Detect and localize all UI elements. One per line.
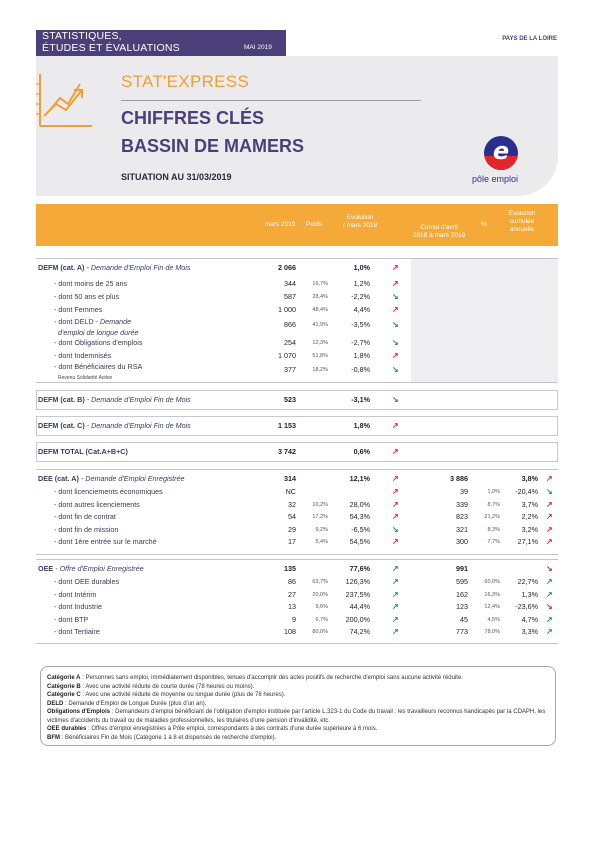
glossary-item — [47, 708, 549, 725]
glossary-item — [47, 725, 549, 734]
table-row — [0, 291, 595, 303]
divider — [36, 554, 558, 555]
glossary-term: DELD — [47, 700, 64, 707]
glossary-text: : Demandeurs d'emploi bénéficiant de l'obligation d'emploi instituée par l'article L.323-1 du Code du travail : les travailleurs reconnus handicapés par la CDAPH, les victimes d'accidents du travail ou de maladies professionnelles, les titulaires d'une pension d'invalidité, etc. — [47, 709, 546, 724]
table-row — [0, 524, 595, 536]
glossary-item — [47, 674, 549, 683]
arrow-up-right-icon: ↗ — [392, 537, 399, 546]
row-evolution: 54,5% — [349, 537, 370, 546]
glossary-text: : Offres d'emploi enregistrées à Pôle emploi, correspondants à des contrats d'une durée supérieure à 6 mois. — [86, 726, 378, 732]
row-weight: 6,7% — [315, 616, 328, 623]
glossary-term: Catégorie A — [47, 675, 81, 681]
table-row — [0, 486, 595, 498]
row-value: 13 — [288, 602, 296, 611]
divider — [36, 258, 558, 259]
row-cumul-weight: 78,0% — [484, 629, 500, 635]
row-weight: 51,8% — [312, 353, 328, 359]
row-cumul-weight: 1,0% — [487, 489, 500, 495]
arrow-up-right-icon: ↗ — [392, 351, 399, 360]
arrow-up-right-icon: ↗ — [392, 499, 399, 509]
glossary-text: : Avec une activité réduite de courte durée (78 heures ou moins). — [80, 683, 255, 690]
arrow-down-right-icon: ↘ — [392, 395, 399, 404]
table-row — [0, 362, 595, 381]
col-evo-cum-l3: annuelle — [509, 226, 535, 233]
row-cumul: 300 — [456, 537, 468, 546]
row-weight: 16,7% — [312, 281, 328, 287]
brand-name: STAT'EXPRESS — [121, 72, 250, 91]
row-evolution: -2,7% — [351, 338, 370, 347]
table-row — [0, 317, 595, 337]
glossary-box — [40, 666, 556, 746]
row-evolution: -2,2% — [351, 292, 370, 301]
arrow-up-right-icon: ↗ — [392, 263, 399, 272]
glossary-term: Catégorie B — [47, 683, 81, 690]
row-evolution: -0,8% — [351, 365, 370, 374]
arrow-up-right-icon: ↗ — [392, 614, 399, 624]
row-weight: 18,2% — [312, 367, 328, 373]
table-row-dee — [0, 473, 595, 485]
arrow-up-right-icon: ↗ — [546, 499, 553, 509]
arrow-down-right-icon: ↘ — [546, 487, 553, 496]
row-cumul-weight: 4,5% — [487, 616, 500, 623]
situation-date: SITUATION AU 31/03/2019 — [121, 172, 232, 182]
row-label: - dont BTP — [54, 614, 89, 624]
col-evo-cum — [498, 210, 546, 234]
row-weight: 9,2% — [315, 526, 328, 533]
row-label-text: - dont 50 ans et plus — [54, 292, 120, 301]
row-label: - dont Industrie — [54, 602, 102, 611]
divider — [36, 643, 558, 644]
row-weight: 12,3% — [312, 340, 328, 346]
row-label-text: - dont Femmes — [54, 305, 103, 314]
row-label: - dont Tertiaire — [54, 627, 100, 636]
row-value: 32 — [288, 499, 296, 509]
arrow-up-right-icon: ↗ — [546, 577, 553, 586]
col-evolution-l1: Evolution — [346, 214, 374, 221]
row-label — [54, 304, 102, 316]
glossary-term: OEE durables — [47, 726, 87, 732]
row-label: - dont 1ère entrée sur le marché — [54, 537, 157, 546]
row-cumul-weight: 8,3% — [487, 526, 500, 533]
arrow-up-right-icon: ↗ — [392, 279, 399, 288]
row-label: DEFM (cat. C) - Demande d'Emploi Fin de Mois — [38, 421, 191, 430]
row-evolution: 0,6% — [353, 447, 370, 456]
row-value: 344 — [284, 279, 296, 288]
col-evolution-l2: / mars 2018 — [342, 222, 378, 229]
publication-date: MAI 2019 — [244, 44, 272, 51]
row-evolution: 44,4% — [349, 602, 370, 611]
glossary-term: Catégorie C — [47, 692, 81, 698]
row-evolution-cumul: 3,8% — [521, 474, 538, 483]
row-evolution: 77,6% — [349, 564, 370, 573]
col-cumul — [406, 224, 472, 240]
row-weight: 63,7% — [312, 579, 328, 585]
row-evolution-cumul: -23,6% — [515, 602, 538, 611]
glossary-term: Obligations d'Emplois — [47, 709, 111, 715]
row-value: 135 — [284, 564, 296, 573]
table-row — [0, 499, 595, 511]
row-value: 587 — [284, 292, 296, 301]
arrow-up-right-icon: ↗ — [546, 627, 553, 636]
row-label: - dont Intérim — [54, 589, 97, 599]
row-label: DEE (cat. A) - Demande d'Emploi Enregistrée — [38, 474, 185, 483]
glossary-text: : Bénéficiaires Fin de Mois (Catégorie 1 à 8 et dispensés de recherche d'emploi). — [60, 734, 277, 741]
row-evolution-cumul: 22,7% — [517, 577, 538, 586]
glossary-text: : Demande d'Emploi de Longue Durée (plus d'un an). — [63, 700, 207, 707]
row-evolution: 200,0% — [345, 614, 370, 624]
row-evolution-cumul: 3,3% — [521, 627, 538, 636]
region-label: PAYS DE LA LOIRE — [502, 36, 557, 42]
row-value: 9 — [292, 614, 296, 624]
row-label: DEFM (cat. B) - Demande d'Emploi Fin de Mois — [38, 395, 191, 404]
table-row — [0, 614, 595, 626]
arrow-down-right-icon: ↘ — [392, 524, 399, 534]
table-row-defm-total — [0, 446, 595, 458]
row-label-text: - dont Bénéficiaires du RSA — [54, 362, 143, 371]
table-row — [0, 304, 595, 316]
row-cumul: 162 — [456, 589, 468, 599]
row-label: DEFM TOTAL (Cat.A+B+C) — [38, 447, 128, 456]
table-row — [0, 576, 595, 588]
row-cumul-weight: 21,2% — [484, 514, 500, 520]
row-cumul: 595 — [456, 577, 468, 586]
arrow-down-right-icon: ↘ — [392, 292, 399, 301]
section-line-2: ÉTUDES ET ÉVALUATIONS — [42, 42, 180, 54]
row-cumul: 339 — [456, 499, 468, 509]
arrow-up-right-icon: ↗ — [392, 512, 399, 521]
row-label — [54, 291, 119, 303]
table-row-oee — [0, 563, 595, 575]
glossary-item — [47, 691, 549, 700]
page-subtitle: BASSIN DE MAMERS — [121, 136, 305, 156]
row-label: DEFM (cat. A) - Demande d'Emploi Fin de Mois — [38, 263, 191, 272]
row-weight: 20,0% — [312, 591, 328, 598]
row-label: - dont licenciements économiques — [54, 487, 163, 496]
row-label: - dont OEE durables — [54, 577, 120, 586]
table-row — [0, 536, 595, 548]
section-line-1: STATISTIQUES, — [42, 30, 122, 42]
table-header — [36, 204, 558, 246]
row-cumul-weight: 12,4% — [484, 604, 500, 610]
logo-text: pôle emploi — [472, 174, 519, 184]
row-value: 254 — [284, 338, 296, 347]
glossary-item — [47, 734, 549, 743]
row-cumul: 321 — [456, 524, 468, 534]
row-evolution: 1,8% — [353, 421, 370, 430]
row-value: 377 — [284, 365, 296, 374]
row-label — [54, 278, 127, 290]
row-value: 314 — [284, 474, 296, 483]
row-weight: 48,4% — [312, 307, 328, 313]
arrow-up-right-icon: ↗ — [392, 447, 399, 456]
row-weight: 17,2% — [312, 514, 328, 520]
arrow-up-right-icon: ↗ — [546, 589, 553, 599]
row-label-line2: d'emploi de longue durée — [58, 328, 139, 337]
row-evolution: -6,5% — [351, 524, 370, 534]
row-evolution: 1,8% — [353, 351, 370, 360]
row-evolution: 4,4% — [353, 305, 370, 314]
row-evolution-cumul: 3,7% — [521, 499, 538, 509]
row-cumul: 45 — [460, 614, 468, 624]
row-label: - dont fin de contrat — [54, 512, 116, 521]
row-value: 27 — [288, 589, 296, 599]
row-label-italic: Demande — [99, 317, 132, 326]
col-pct: % — [481, 221, 487, 228]
arrow-down-right-icon: ↘ — [392, 365, 399, 374]
arrow-down-right-icon: ↘ — [546, 602, 553, 611]
row-label: - dont autres licenciements — [54, 499, 140, 509]
row-evolution-cumul: 2,2% — [521, 512, 538, 521]
glossary-term: BFM — [47, 734, 60, 741]
arrow-down-right-icon: ↘ — [392, 320, 399, 329]
col-month: mars 2019 — [264, 221, 296, 228]
arrow-up-right-icon: ↗ — [392, 602, 399, 611]
glossary-text: : Avec une activité réduite de moyenne ou longue durée (plus de 78 heures). — [80, 692, 286, 698]
row-value: 1 000 — [278, 305, 296, 314]
table-row-defm-a — [0, 262, 595, 274]
divider — [36, 469, 558, 470]
row-weight: 80,0% — [312, 629, 328, 635]
divider — [36, 559, 558, 560]
row-label: OEE - Offre d'Emploi Enregistrée — [38, 564, 144, 573]
arrow-up-right-icon: ↗ — [392, 589, 399, 599]
row-evolution: -3,5% — [351, 320, 370, 329]
row-weight: 9,6% — [315, 604, 328, 610]
row-value: 523 — [284, 395, 296, 404]
table-row-defm-b — [0, 394, 595, 406]
row-cumul: 3 886 — [450, 474, 468, 483]
arrow-up-right-icon: ↗ — [392, 487, 399, 496]
glossary-item — [47, 683, 549, 692]
row-weight: 5,4% — [315, 539, 328, 545]
row-evolution: 54,3% — [349, 512, 370, 521]
col-evo-cum-l1: Evolution — [508, 210, 536, 217]
section-title — [42, 30, 180, 54]
row-value: 29 — [288, 524, 296, 534]
row-evolution: 12,1% — [349, 474, 370, 483]
arrow-up-right-icon: ↗ — [546, 537, 553, 546]
col-cumul-l2: 2018 à mars 2019 — [412, 232, 466, 239]
col-weight: Poids — [305, 221, 323, 228]
table-row — [0, 337, 595, 349]
row-evolution: 28,0% — [349, 499, 370, 509]
trend-chart-icon — [36, 70, 96, 130]
row-label-text: - dont DELD - — [54, 317, 98, 326]
row-value: 54 — [288, 512, 296, 521]
row-cumul-weight: 8,7% — [487, 501, 500, 508]
row-cumul-weight: 60,0% — [484, 579, 500, 585]
row-label-text: - dont Obligations d'emplois — [54, 338, 143, 347]
row-value: 866 — [284, 320, 296, 329]
row-cumul: 823 — [456, 512, 468, 521]
row-evolution-cumul: 3,2% — [521, 524, 538, 534]
row-evolution: 74,2% — [349, 627, 370, 636]
arrow-up-right-icon: ↗ — [392, 577, 399, 586]
row-value: 86 — [288, 577, 296, 586]
row-weight: 10,2% — [312, 501, 328, 508]
title-divider — [121, 100, 421, 101]
table-row — [0, 278, 595, 290]
row-cumul: 39 — [460, 487, 468, 496]
row-value: NC — [285, 487, 296, 496]
row-label-text: - dont moins de 25 ans — [54, 279, 128, 288]
arrow-up-right-icon: ↗ — [392, 305, 399, 314]
arrow-up-right-icon: ↗ — [546, 512, 553, 521]
pole-emploi-logo: e — [484, 136, 518, 170]
row-value: 3 742 — [278, 447, 296, 456]
arrow-up-right-icon: ↗ — [392, 474, 399, 483]
row-evolution: 1,2% — [353, 279, 370, 288]
row-value: 108 — [284, 627, 296, 636]
row-evolution-cumul: -20,4% — [515, 487, 538, 496]
row-cumul: 991 — [456, 564, 468, 573]
row-value: 1 153 — [278, 421, 296, 430]
arrow-down-right-icon: ↘ — [546, 564, 553, 573]
col-evo-cum-l2: cumulée — [509, 218, 535, 225]
arrow-up-right-icon: ↗ — [546, 614, 553, 624]
row-evolution-cumul: 1,3% — [521, 589, 538, 599]
row-label: - dont fin de mission — [54, 524, 119, 534]
row-weight: 41,9% — [312, 322, 328, 328]
table-row — [0, 511, 595, 523]
arrow-up-right-icon: ↗ — [546, 474, 553, 483]
arrow-down-right-icon: ↘ — [392, 338, 399, 347]
page-title: CHIFFRES CLÉS — [121, 108, 265, 128]
table-row-defm-c — [0, 420, 595, 432]
divider — [36, 382, 558, 383]
row-weight: 28,4% — [312, 294, 328, 300]
row-label — [54, 337, 142, 349]
glossary-item — [47, 700, 549, 709]
row-cumul-weight: 7,7% — [487, 539, 500, 545]
glossary-text: : Personnes sans emploi, immédiatement disponibles, tenues d'accomplir des actes positifs de recherche d'emploi sans aucune activité réduite. — [80, 675, 463, 681]
row-value: 17 — [288, 537, 296, 546]
row-evolution: 1,0% — [353, 263, 370, 272]
col-cumul-l1: Cumul d'avril — [420, 224, 458, 231]
row-evolution: -3,1% — [351, 395, 370, 404]
row-label-text: - dont Indemnisés — [54, 351, 112, 360]
row-evolution-cumul: 4,7% — [521, 614, 538, 624]
table-row — [0, 626, 595, 638]
arrow-up-right-icon: ↗ — [392, 627, 399, 636]
row-cumul: 123 — [456, 602, 468, 611]
row-cumul-weight: 16,3% — [484, 591, 500, 598]
row-value: 2 066 — [278, 263, 296, 272]
arrow-up-right-icon: ↗ — [392, 421, 399, 430]
row-evolution: 126,3% — [345, 577, 370, 586]
col-evolution — [332, 214, 388, 230]
arrow-up-right-icon: ↗ — [392, 564, 399, 573]
row-evolution-cumul: 27,1% — [517, 537, 538, 546]
row-label-line2: Revenu Solidarité Active — [58, 375, 113, 381]
row-evolution: 237,5% — [345, 589, 370, 599]
row-cumul: 773 — [456, 627, 468, 636]
table-row — [0, 601, 595, 613]
arrow-up-right-icon: ↗ — [546, 524, 553, 534]
row-value: 1 070 — [278, 351, 296, 360]
table-row — [0, 589, 595, 601]
